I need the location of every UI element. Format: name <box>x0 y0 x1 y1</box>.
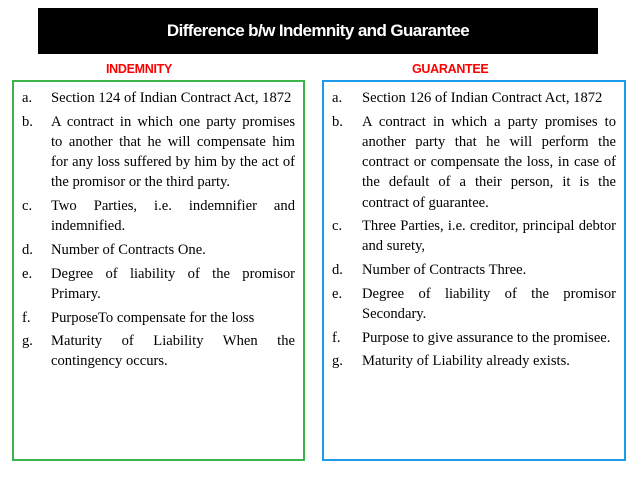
list-item <box>22 240 295 260</box>
item-marker: c. <box>332 218 343 235</box>
item-text: Degree of liability of the promisor Primary. <box>51 265 295 302</box>
indemnity-list <box>14 82 303 372</box>
item-text: Maturity of Liability When the contingency occurs. <box>51 333 295 370</box>
item-text: Number of Contracts Three. <box>362 262 527 279</box>
item-marker: a. <box>22 90 33 106</box>
item-marker: f. <box>332 329 341 346</box>
item-text: Purpose to give assurance to the promisee. <box>362 329 611 346</box>
item-marker: c. <box>22 198 33 215</box>
item-text: Maturity of Liability already exists. <box>362 353 570 370</box>
title-banner <box>38 8 598 54</box>
list-item <box>22 88 295 108</box>
item-marker: e. <box>332 285 343 302</box>
list-item <box>332 112 616 213</box>
indemnity-heading: INDEMNITY <box>106 62 173 76</box>
guarantee-heading: GUARANTEE <box>412 62 489 76</box>
list-item <box>332 260 616 280</box>
item-text: Degree of liability of the promisor Secondary. <box>362 285 616 323</box>
list-item <box>332 216 616 256</box>
item-marker: f. <box>22 309 31 326</box>
item-text: Three Parties, i.e. creditor, principal debtor and surety, <box>362 218 616 255</box>
page-title: Difference b/w Indemnity and Guarantee <box>166 21 470 40</box>
item-text: Number of Contracts One. <box>51 241 206 258</box>
item-text: PurposeTo compensate for the loss <box>51 309 255 326</box>
item-text: Section 124 of Indian Contract Act, 1872 <box>51 90 292 106</box>
list-item <box>22 112 295 193</box>
list-item <box>332 284 616 324</box>
item-marker: e. <box>22 265 33 282</box>
item-marker: g. <box>22 333 33 350</box>
item-marker: d. <box>22 241 33 258</box>
list-item <box>22 196 295 236</box>
item-text: A contract in which a party promises to another party that he will perform the contract or compensate the loss, in case of the default of a their person, it is the contract of guarantee. <box>362 113 616 211</box>
item-marker: b. <box>22 113 33 130</box>
item-marker: a. <box>332 90 343 106</box>
item-text: Two Parties, i.e. indemnifier and indemnified. <box>51 198 295 235</box>
list-item <box>332 88 616 108</box>
guarantee-box <box>322 80 626 461</box>
list-item <box>22 308 295 328</box>
item-marker: g. <box>332 353 343 370</box>
list-item <box>332 351 616 371</box>
guarantee-list <box>324 82 624 372</box>
indemnity-box <box>12 80 305 461</box>
item-text: A contract in which one party promises to another that he will compensate him for any loss suffered by him by the act of the promisor or the third party. <box>51 113 295 191</box>
item-text: Section 126 of Indian Contract Act, 1872 <box>362 90 603 106</box>
item-marker: b. <box>332 113 343 130</box>
item-marker: d. <box>332 262 343 279</box>
list-item <box>332 328 616 348</box>
list-item <box>22 264 295 304</box>
list-item <box>22 331 295 371</box>
